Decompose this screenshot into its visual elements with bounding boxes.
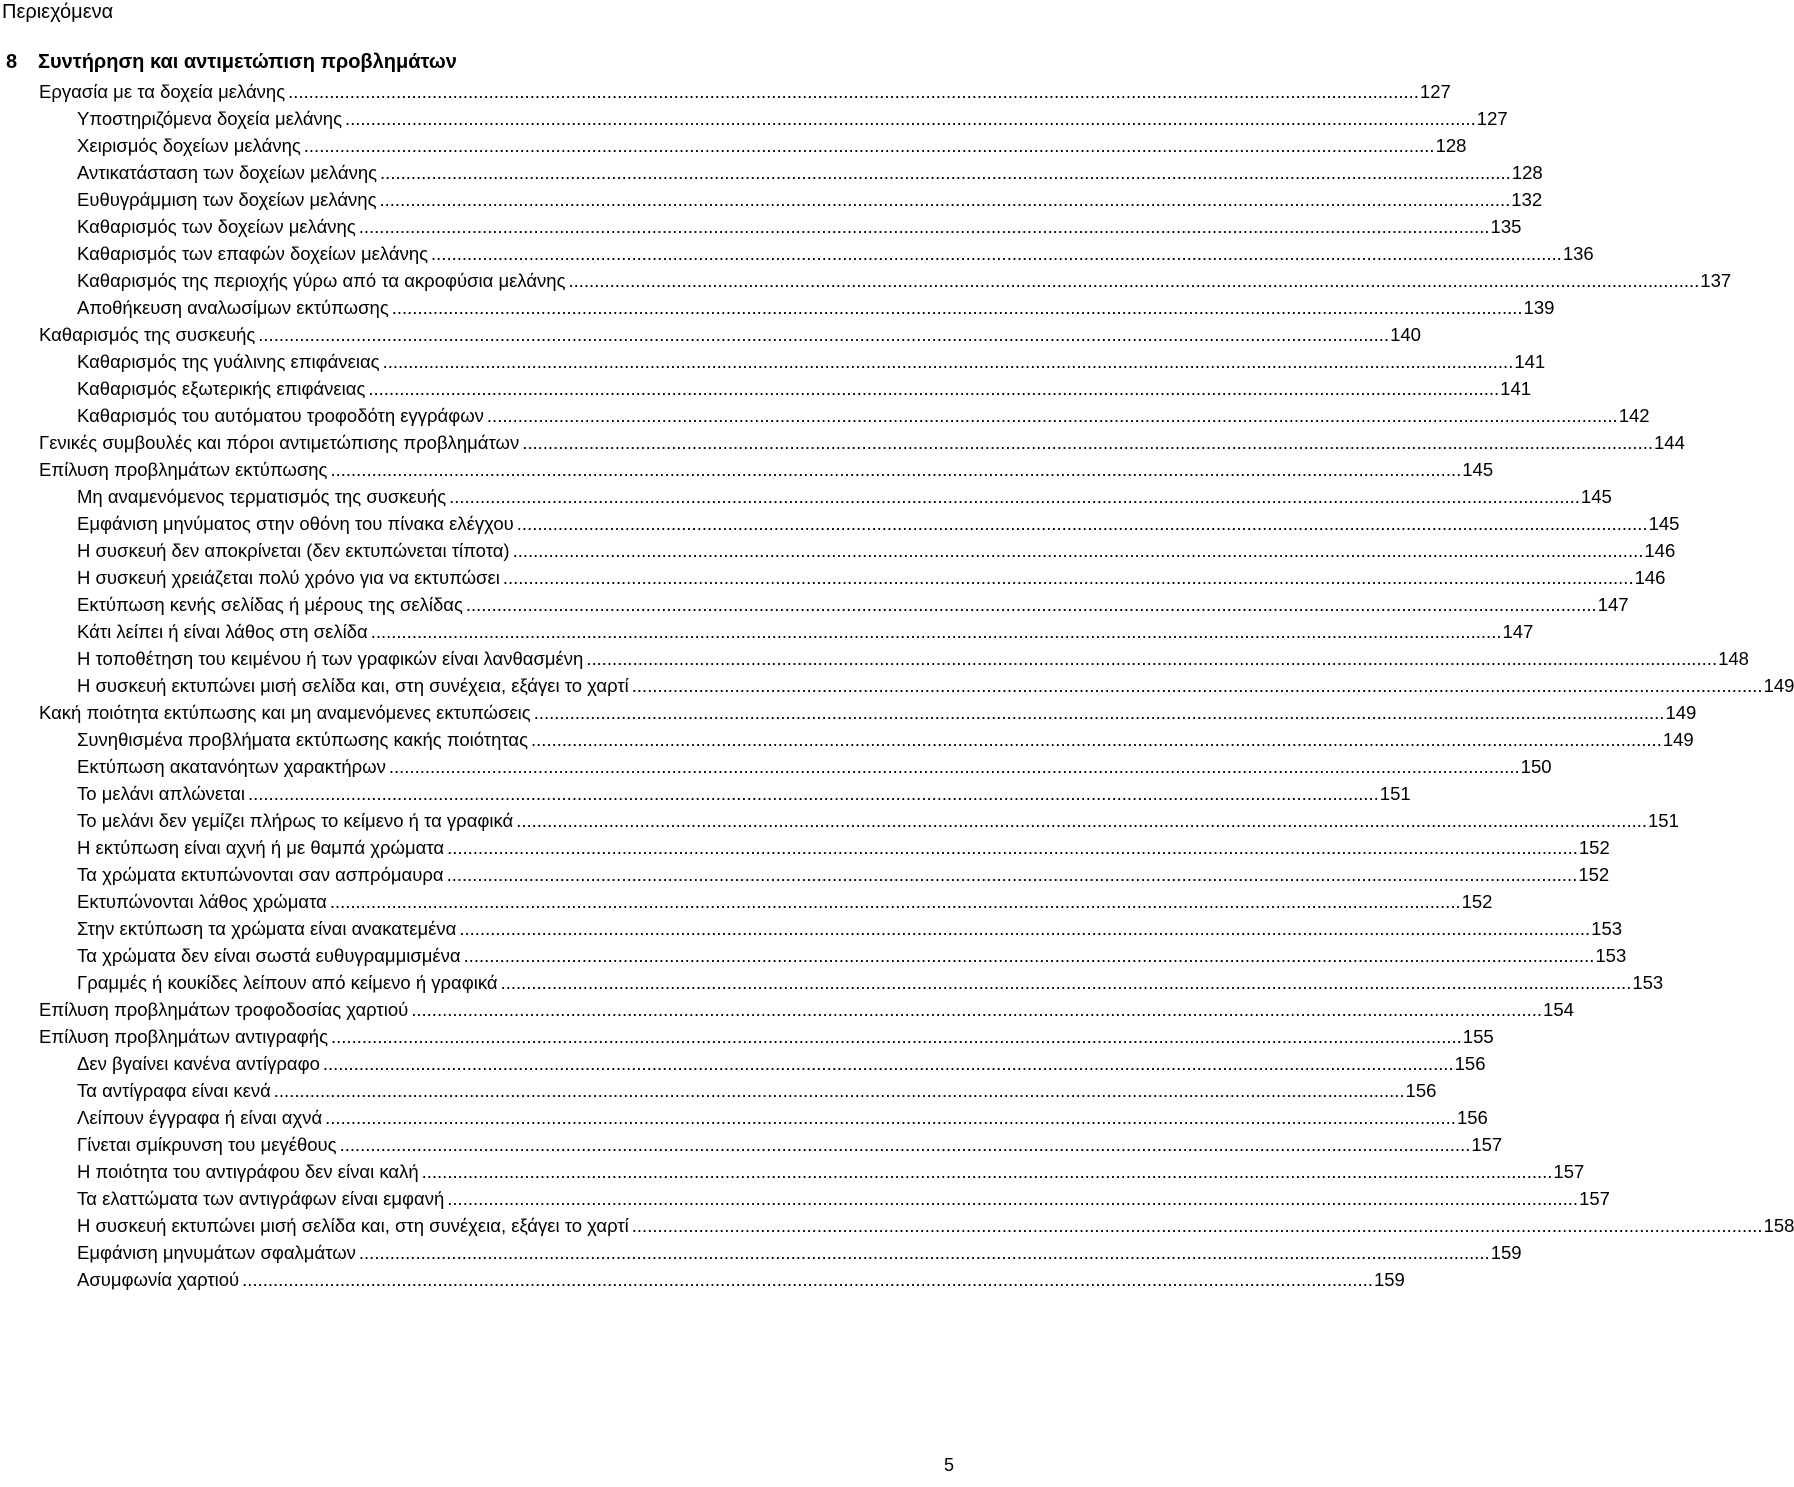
toc-entry-page: 127 <box>1476 108 1508 129</box>
toc-entry-page: 153 <box>1591 918 1623 939</box>
chapter-number: 8 <box>6 51 18 73</box>
toc-dot-leader: ............................................................................................................................................................................................................................ <box>486 405 1618 426</box>
toc-entry[interactable] <box>0 724 1694 751</box>
toc-entry-page: 128 <box>1435 135 1467 156</box>
toc-entry[interactable] <box>0 697 1697 724</box>
toc-entry-page: 158 <box>1763 1215 1794 1236</box>
toc-dot-leader: ............................................................................................................................................................................................................................ <box>339 1134 1471 1155</box>
toc-entry[interactable] <box>0 373 1532 400</box>
toc-entry-page: 140 <box>1390 324 1421 345</box>
toc-dot-leader: ............................................................................................................................................................................................................................ <box>531 729 1662 750</box>
toc-entry-page: 159 <box>1490 1242 1522 1263</box>
toc-entry-title: Χειρισμός δοχείων μελάνης <box>77 135 301 156</box>
toc-entry[interactable] <box>0 211 1522 238</box>
toc-entry[interactable] <box>0 292 1555 319</box>
toc-entry-title: Εκτύπωση κενής σελίδας ή μέρους της σελίδας <box>77 594 463 615</box>
toc-entry-page: 145 <box>1580 486 1612 507</box>
toc-dot-leader: ............................................................................................................................................................................................................................ <box>516 513 1648 534</box>
toc-entry-title: Κακή ποιότητα εκτύπωσης και μη αναμενόμενες εκτυπώσεις <box>39 702 531 723</box>
toc-entry-title: Εμφάνιση μηνυμάτων σφαλμάτων <box>77 1242 356 1263</box>
toc-entry-page: 153 <box>1595 945 1627 966</box>
toc-entry-title: Επίλυση προβλημάτων αντιγραφής <box>39 1026 329 1047</box>
toc-entry-page: 128 <box>1511 162 1543 183</box>
toc-entry-page: 150 <box>1520 756 1552 777</box>
toc-entry[interactable] <box>0 1075 1437 1102</box>
toc-dot-leader: ............................................................................................................................................................................................................................ <box>500 972 1632 993</box>
toc-entry-title: Καθαρισμός του αυτόματου τροφοδότη εγγράφων <box>77 405 484 426</box>
toc-entry-page: 146 <box>1634 567 1666 588</box>
toc-entry-page: 149 <box>1665 702 1697 723</box>
toc-entry[interactable] <box>0 1210 1794 1237</box>
toc-dot-leader: ............................................................................................................................................................................................................................ <box>446 864 1578 885</box>
toc-entry-page: 152 <box>1578 864 1610 885</box>
toc-entry[interactable] <box>0 400 1650 427</box>
toc-dot-leader: ............................................................................................................................................................................................................................ <box>522 432 1653 453</box>
toc-entry[interactable] <box>0 886 1493 913</box>
page-header-title: Περιεχόμενα <box>2 1 114 23</box>
toc-entry-page: 156 <box>1405 1080 1437 1101</box>
toc-entry-title: Η ποιότητα του αντιγράφου δεν είναι καλή <box>77 1161 419 1182</box>
toc-entry[interactable] <box>0 103 1508 130</box>
toc-entry-page: 144 <box>1654 432 1685 453</box>
toc-entry-title: Το μελάνι δεν γεμίζει πλήρως το κείμενο ή τα γραφικά <box>77 810 514 831</box>
toc-dot-leader: ............................................................................................................................................................................................................................ <box>288 81 1419 102</box>
toc-dot-leader: ............................................................................................................................................................................................................................ <box>322 1053 1454 1074</box>
toc-entry-page: 147 <box>1502 621 1534 642</box>
toc-entry-title: Γίνεται σμίκρυνση του μεγέθους <box>77 1134 337 1155</box>
toc-entry-title: Καθαρισμός εξωτερικής επιφάνειας <box>77 378 366 399</box>
toc-entry[interactable] <box>0 1102 1488 1129</box>
toc-entry-page: 145 <box>1648 513 1680 534</box>
toc-entry-title: Τα χρώματα δεν είναι σωστά ευθυγραμμισμένα <box>77 945 461 966</box>
toc-entry-title: Η συσκευή εκτυπώνει μισή σελίδα και, στη συνέχεια, εξάγει το χαρτί <box>77 675 629 696</box>
toc-entry-page: 154 <box>1543 999 1574 1020</box>
toc-entry-title: Ευθυγράμμιση των δοχείων μελάνης <box>77 189 377 210</box>
toc-entry-page: 152 <box>1578 837 1610 858</box>
toc-entry[interactable] <box>0 508 1680 535</box>
toc-dot-leader: ............................................................................................................................................................................................................................ <box>459 918 1591 939</box>
toc-entry-title: Η συσκευή δεν αποκρίνεται (δεν εκτυπώνεται τίποτα) <box>77 540 510 561</box>
toc-entry[interactable] <box>0 967 1664 994</box>
toc-dot-leader: ............................................................................................................................................................................................................................ <box>512 540 1644 561</box>
toc-entry-title: Στην εκτύπωση τα χρώματα είναι ανακατεμένα <box>77 918 457 939</box>
toc-dot-leader: ............................................................................................................................................................................................................................ <box>380 162 1511 183</box>
toc-entry-title: Μη αναμενόμενος τερματισμός της συσκευής <box>77 486 447 507</box>
toc-entry-page: 157 <box>1553 1161 1585 1182</box>
toc-dot-leader: ............................................................................................................................................................................................................................ <box>358 1242 1490 1263</box>
toc-entry-page: 156 <box>1456 1107 1488 1128</box>
toc-entry[interactable] <box>0 1021 1494 1048</box>
toc-entry[interactable] <box>0 589 1629 616</box>
toc-entry[interactable] <box>0 238 1594 265</box>
toc-entry-title: Το μελάνι απλώνεται <box>77 783 245 804</box>
toc-entry[interactable] <box>0 454 1494 481</box>
toc-entry-title: Εκτύπωση ακατανόητων χαρακτήρων <box>77 756 386 777</box>
toc-entry-title: Εμφάνιση μηνύματος στην οθόνη του πίνακα ελέγχου <box>77 513 514 534</box>
toc-dot-leader: ............................................................................................................................................................................................................................ <box>379 189 1511 210</box>
toc-entry-title: Καθαρισμός των δοχείων μελάνης <box>77 216 356 237</box>
toc-entry-title: Επίλυση προβλημάτων τροφοδοσίας χαρτιού <box>39 999 409 1020</box>
toc-entry[interactable] <box>0 832 1610 859</box>
toc-dot-leader: ............................................................................................................................................................................................................................ <box>258 324 1390 345</box>
toc-entry[interactable] <box>0 751 1552 778</box>
toc-entry-title: Επίλυση προβλημάτων εκτύπωσης <box>39 459 328 480</box>
toc-entry-page: 147 <box>1597 594 1629 615</box>
toc-entry-title: Η συσκευή χρειάζεται πολύ χρόνο για να εκτυπώσει <box>77 567 500 588</box>
toc-entry-title: Η συσκευή εκτυπώνει μισή σελίδα και, στη συνέχεια, εξάγει το χαρτί <box>77 1215 629 1236</box>
toc-entry-title: Κάτι λείπει ή είναι λάθος στη σελίδα <box>77 621 368 642</box>
toc-dot-leader: ............................................................................................................................................................................................................................ <box>330 459 1462 480</box>
toc-dot-leader: ............................................................................................................................................................................................................................ <box>248 783 1379 804</box>
toc-entry-page: 152 <box>1461 891 1493 912</box>
toc-entry[interactable] <box>0 76 1451 103</box>
toc-dot-leader: ............................................................................................................................................................................................................................ <box>325 1107 1456 1128</box>
toc-entry[interactable] <box>0 427 1685 454</box>
toc-entry[interactable] <box>0 1156 1585 1183</box>
toc-dot-leader: ............................................................................................................................................................................................................................ <box>631 675 1763 696</box>
toc-entry[interactable] <box>0 184 1543 211</box>
toc-entry[interactable] <box>0 265 1732 292</box>
toc-entry-page: 139 <box>1523 297 1555 318</box>
toc-entry-page: 145 <box>1462 459 1494 480</box>
toc-dot-leader: ............................................................................................................................................................................................................................ <box>631 1215 1763 1236</box>
toc-entry-title: Εργασία με τα δοχεία μελάνης <box>39 81 286 102</box>
toc-entry-page: 135 <box>1490 216 1522 237</box>
toc-entry-title: Αποθήκευση αναλωσίμων εκτύπωσης <box>77 297 389 318</box>
toc-entry[interactable] <box>0 1237 1522 1264</box>
toc-entry[interactable] <box>0 805 1679 832</box>
toc-entry-title: Τα αντίγραφα είναι κενά <box>77 1080 271 1101</box>
toc-dot-leader: ............................................................................................................................................................................................................................ <box>586 648 1718 669</box>
toc-entry-title: Ασυμφωνία χαρτιού <box>77 1269 240 1290</box>
toc-dot-leader: ............................................................................................................................................................................................................................ <box>331 1026 1462 1047</box>
toc-dot-leader: ............................................................................................................................................................................................................................ <box>382 351 1514 372</box>
toc-dot-leader: ............................................................................................................................................................................................................................ <box>465 594 1597 615</box>
toc-dot-leader: ............................................................................................................................................................................................................................ <box>370 621 1502 642</box>
chapter-heading <box>6 50 457 74</box>
toc-entry[interactable] <box>0 1183 1610 1210</box>
toc-entry-title: Τα ελαττώματα των αντιγράφων είναι εμφανή <box>77 1188 445 1209</box>
toc-entry-title: Εκτυπώνονται λάθος χρώματα <box>77 891 327 912</box>
toc-entry-page: 149 <box>1763 675 1794 696</box>
table-of-contents <box>0 76 1794 1291</box>
toc-dot-leader: ............................................................................................................................................................................................................................ <box>391 297 1523 318</box>
toc-entry[interactable] <box>0 643 1749 670</box>
toc-entry-page: 141 <box>1514 351 1546 372</box>
toc-dot-leader: ............................................................................................................................................................................................................................ <box>463 945 1595 966</box>
toc-dot-leader: ............................................................................................................................................................................................................................ <box>568 270 1700 291</box>
toc-entry[interactable] <box>0 157 1543 184</box>
toc-entry-page: 146 <box>1644 540 1676 561</box>
toc-dot-leader: ............................................................................................................................................................................................................................ <box>421 1161 1553 1182</box>
toc-dot-leader: ............................................................................................................................................................................................................................ <box>447 837 1578 858</box>
toc-entry-title: Καθαρισμός των επαφών δοχείων μελάνης <box>77 243 429 264</box>
toc-entry-title: Η εκτύπωση είναι αχνή ή με θαμπά χρώματα <box>77 837 445 858</box>
toc-entry-title: Καθαρισμός της συσκευής <box>39 324 256 345</box>
chapter-title: Συντήρηση και αντιμετώπιση προβλημάτων <box>38 51 457 73</box>
toc-entry[interactable] <box>0 670 1794 697</box>
toc-entry-title: Δεν βγαίνει κανένα αντίγραφο <box>77 1053 320 1074</box>
toc-entry-title: Συνηθισμένα προβλήματα εκτύπωσης κακής ποιότητας <box>77 729 529 750</box>
toc-entry-page: 151 <box>1379 783 1411 804</box>
toc-entry-page: 153 <box>1632 972 1664 993</box>
toc-entry[interactable] <box>0 481 1612 508</box>
footer-page-number: 5 <box>943 1455 954 1475</box>
toc-entry[interactable] <box>0 778 1411 805</box>
toc-dot-leader: ............................................................................................................................................................................................................................ <box>516 810 1648 831</box>
toc-entry-page: 141 <box>1500 378 1532 399</box>
toc-entry-page: 157 <box>1471 1134 1503 1155</box>
toc-entry[interactable] <box>0 940 1627 967</box>
toc-entry[interactable] <box>0 346 1546 373</box>
toc-dot-leader: ............................................................................................................................................................................................................................ <box>431 243 1562 264</box>
toc-entry[interactable] <box>0 913 1623 940</box>
toc-entry-title: Καθαρισμός της περιοχής γύρω από τα ακροφύσια μελάνης <box>77 270 566 291</box>
toc-dot-leader: ............................................................................................................................................................................................................................ <box>411 999 1543 1020</box>
toc-dot-leader: ............................................................................................................................................................................................................................ <box>303 135 1435 156</box>
toc-entry-title: Γενικές συμβουλές και πόροι αντιμετώπισης προβλημάτων <box>39 432 520 453</box>
toc-dot-leader: ............................................................................................................................................................................................................................ <box>329 891 1461 912</box>
toc-entry[interactable] <box>0 562 1666 589</box>
toc-entry-page: 132 <box>1511 189 1543 210</box>
toc-entry-title: Η τοποθέτηση του κειμένου ή των γραφικών είναι λανθασμένη <box>77 648 584 669</box>
toc-entry-page: 127 <box>1419 81 1451 102</box>
toc-entry[interactable] <box>0 859 1610 886</box>
toc-dot-leader: ............................................................................................................................................................................................................................ <box>388 756 1520 777</box>
toc-entry-page: 155 <box>1462 1026 1494 1047</box>
toc-entry-page: 156 <box>1454 1053 1486 1074</box>
toc-entry-title: Λείπουν έγγραφα ή είναι αχνά <box>77 1107 323 1128</box>
toc-entry-page: 149 <box>1662 729 1694 750</box>
toc-dot-leader: ............................................................................................................................................................................................................................ <box>273 1080 1405 1101</box>
toc-entry-page: 148 <box>1718 648 1749 669</box>
toc-dot-leader: ............................................................................................................................................................................................................................ <box>449 486 1580 507</box>
toc-entry[interactable] <box>0 1264 1405 1291</box>
toc-dot-leader: ............................................................................................................................................................................................................................ <box>368 378 1500 399</box>
toc-entry-page: 151 <box>1648 810 1679 831</box>
toc-dot-leader: ............................................................................................................................................................................................................................ <box>242 1269 1373 1290</box>
toc-entry[interactable] <box>0 319 1421 346</box>
toc-entry-page: 157 <box>1579 1188 1610 1209</box>
toc-entry-page: 136 <box>1562 243 1594 264</box>
toc-dot-leader: ............................................................................................................................................................................................................................ <box>533 702 1665 723</box>
toc-entry[interactable] <box>0 994 1574 1021</box>
toc-entry-title: Καθαρισμός της γυάλινης επιφάνειας <box>77 351 380 372</box>
toc-dot-leader: ............................................................................................................................................................................................................................ <box>345 108 1476 129</box>
toc-entry[interactable] <box>0 616 1534 643</box>
toc-entry-page: 142 <box>1618 405 1650 426</box>
toc-entry-title: Τα χρώματα εκτυπώνονται σαν ασπρόμαυρα <box>77 864 444 885</box>
toc-dot-leader: ............................................................................................................................................................................................................................ <box>447 1188 1579 1209</box>
toc-dot-leader: ............................................................................................................................................................................................................................ <box>358 216 1490 237</box>
toc-entry[interactable] <box>0 1048 1486 1075</box>
toc-entry-page: 159 <box>1373 1269 1405 1290</box>
toc-entry-page: 137 <box>1700 270 1732 291</box>
toc-entry[interactable] <box>0 1129 1503 1156</box>
toc-dot-leader: ............................................................................................................................................................................................................................ <box>502 567 1634 588</box>
toc-entry[interactable] <box>0 535 1676 562</box>
toc-entry-title: Γραμμές ή κουκίδες λείπουν από κείμενο ή γραφικά <box>77 972 498 993</box>
toc-entry[interactable] <box>0 130 1467 157</box>
toc-entry-title: Αντικατάσταση των δοχείων μελάνης <box>77 162 378 183</box>
toc-entry-title: Υποστηριζόμενα δοχεία μελάνης <box>77 108 342 129</box>
